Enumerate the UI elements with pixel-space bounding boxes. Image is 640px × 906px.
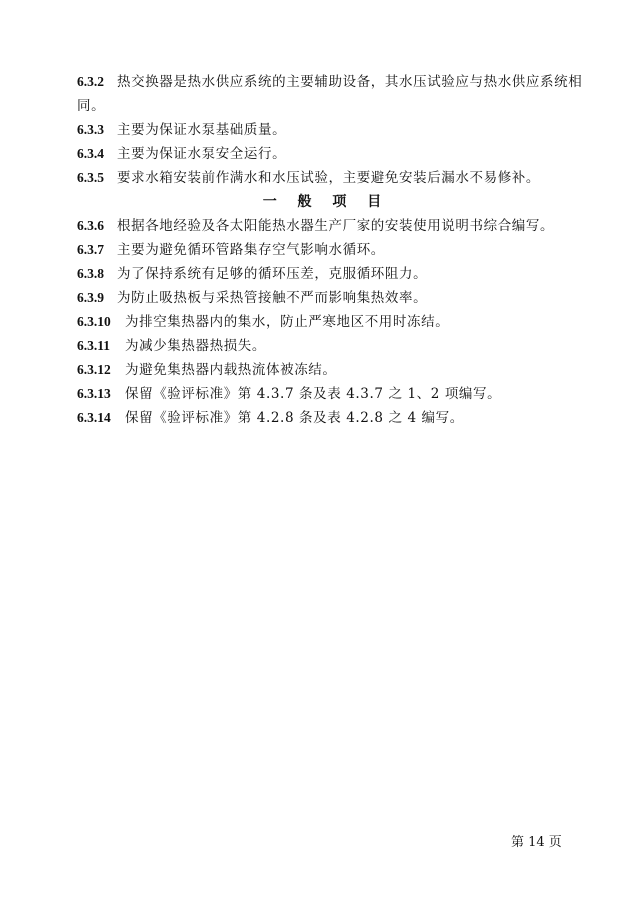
clause-6-3-12 bbox=[77, 358, 567, 382]
clause-text: 保留《验评标准》第 4.3.7 条及表 4.3.7 之 1、2 项编写。 bbox=[125, 386, 502, 402]
clause-text: 为减少集热器热损失。 bbox=[125, 338, 266, 354]
clause-6-3-14 bbox=[77, 406, 567, 430]
clause-number: 6.3.8 bbox=[77, 266, 104, 281]
clause-6-3-9 bbox=[77, 286, 567, 310]
clause-number: 6.3.13 bbox=[77, 386, 111, 401]
clause-6-3-2-continuation: 同。 bbox=[77, 98, 106, 114]
clause-number: 6.3.10 bbox=[77, 314, 111, 329]
clause-number: 6.3.5 bbox=[77, 170, 104, 185]
clause-number: 6.3.9 bbox=[77, 290, 104, 305]
clause-text: 为排空集热器内的集水，防止严寒地区不用时冻结。 bbox=[125, 314, 450, 330]
clause-6-3-10 bbox=[77, 310, 567, 334]
clause-text: 为了保持系统有足够的循环压差，克服循环阻力。 bbox=[117, 266, 428, 282]
clause-6-3-4 bbox=[77, 142, 567, 166]
clause-text: 主要为避免循环管路集存空气影响水循环。 bbox=[117, 242, 385, 258]
clause-6-3-7 bbox=[77, 238, 567, 262]
clause-text: 热交换器是热水供应系统的主要辅助设备，其水压试验应与热水供应系统相 bbox=[117, 74, 583, 90]
clause-text: 要求水箱安装前作满水和水压试验，主要避免安装后漏水不易修补。 bbox=[117, 170, 540, 186]
section-heading: 一 般 项 目 bbox=[262, 194, 390, 210]
clause-text: 主要为保证水泵基础质量。 bbox=[117, 122, 287, 138]
clause-number: 6.3.14 bbox=[77, 410, 111, 425]
clause-number: 6.3.2 bbox=[77, 74, 104, 89]
clause-number: 6.3.12 bbox=[77, 362, 111, 377]
clause-number: 6.3.11 bbox=[77, 338, 111, 353]
clause-6-3-8 bbox=[77, 262, 567, 286]
clause-6-3-6 bbox=[77, 214, 567, 238]
clause-number: 6.3.7 bbox=[77, 242, 104, 257]
document-body bbox=[77, 70, 583, 430]
clause-6-3-3 bbox=[77, 118, 567, 142]
page-number: 第 14 页 bbox=[511, 835, 562, 850]
clause-text: 保留《验评标准》第 4.2.8 条及表 4.2.8 之 4 编写。 bbox=[125, 410, 464, 426]
clause-text: 为避免集热器内载热流体被冻结。 bbox=[125, 362, 337, 378]
clause-6-3-5 bbox=[77, 166, 567, 190]
clause-6-3-11 bbox=[77, 334, 567, 358]
clause-text: 主要为保证水泵安全运行。 bbox=[117, 146, 287, 162]
clause-6-3-2 bbox=[77, 70, 583, 94]
clause-number: 6.3.3 bbox=[77, 122, 104, 137]
clause-text: 为防止吸热板与采热管接触不严而影响集热效率。 bbox=[117, 290, 428, 306]
clause-number: 6.3.4 bbox=[77, 146, 104, 161]
clause-text: 根据各地经验及各太阳能热水器生产厂家的安装使用说明书综合编写。 bbox=[117, 218, 555, 234]
clause-6-3-13 bbox=[77, 382, 567, 406]
clause-number: 6.3.6 bbox=[77, 218, 104, 233]
